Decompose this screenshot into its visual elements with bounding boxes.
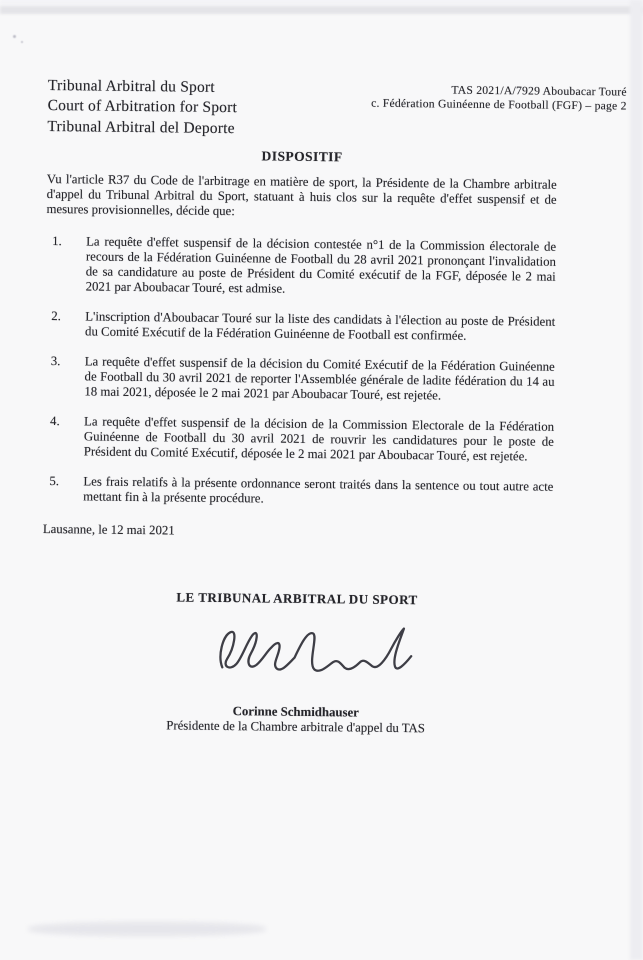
signatory-title: Présidente de la Chambre arbitrale d'appel du TAS: [166, 718, 426, 736]
case-reference-line1: TAS 2021/A/7929 Aboubacar Touré: [451, 83, 627, 99]
document-content: [41, 76, 627, 738]
scan-speck: [13, 35, 16, 38]
decision-text: La requête d'effet suspensif de la décision du Comité Exécutif de la Fédération Guinéenne de Football du 30 avril 2021 de reporter l'Assemblée générale de ladite fédération du 14 au 18 mai 2021, déposée le 2 mai 2021 par Aboubacar Touré, est rejetée.: [84, 354, 555, 403]
scan-edge-band-light: [0, 0, 643, 5]
decision-item: [44, 414, 554, 465]
case-reference-line2: c. Fédération Guinéenne de Football (FGF) – page 2: [371, 96, 627, 113]
decision-number: 5.: [49, 474, 60, 489]
case-reference: [371, 83, 627, 114]
intro-paragraph: Vu l'article R37 du Code de l'arbitrage en matière de sport, la Présidente de la Chambre arbitrale d'appel du Tribunal Arbitral du Sport, statuant à huis clos sur la requête d'effet suspensif et de mesures provisionnelles, décide que:: [46, 171, 557, 219]
signature-institution: LE TRIBUNAL ARBITRAL DU SPORT: [176, 589, 418, 608]
handwritten-signature-image: [77, 616, 552, 695]
signatory-name: Corinne Schmidhauser: [232, 704, 359, 720]
scan-speck: [21, 41, 23, 43]
decision-number: 2.: [51, 309, 61, 324]
signature-block: [41, 588, 553, 738]
document-header: [47, 76, 627, 144]
decision-number: 3.: [50, 354, 61, 369]
decision-item: [46, 234, 557, 300]
bleed-through-artifact: [28, 922, 266, 936]
decision-item: [43, 474, 553, 510]
decision-text: Les frais relatifs à la présente ordonnance seront traités dans la sentence ou tout autre acte mettant fin à la présente procédure.: [83, 474, 554, 506]
place-and-date: Lausanne, le 12 mai 2021: [42, 521, 175, 538]
decision-item: [44, 354, 554, 405]
letterhead-line-es: Tribunal Arbitral del Deporte: [47, 117, 235, 137]
scan-edge-band-dark: [0, 6, 643, 14]
letterhead-line-en: Court of Arbitration for Sport: [47, 97, 238, 117]
decision-text: La requête d'effet suspensif de la décision contestée n°1 de la Commission électorale de recours de la Fédération Guinéenne de Football du 28 avril 2021 prononçant l'invalidation de sa candidature au poste de Président du Comité exécutif de la FGF, déposée le 2 mai 2021 par Aboubacar Touré, est admise.: [85, 234, 557, 296]
decision-number: 1.: [52, 234, 62, 249]
letterhead-line-fr: Tribunal Arbitral du Sport: [47, 76, 215, 96]
signature-icon: [208, 618, 421, 694]
decision-number: 4.: [50, 414, 60, 429]
decision-text: L'inscription d'Aboubacar Touré sur la liste des candidats à l'élection au poste de Président du Comité Exécutif de la Fédération Guinéenne de Football est confirmée.: [85, 309, 556, 343]
scan-edge-right: [630, 0, 643, 960]
decision-text: La requête d'effet suspensif de la décision de la Commission Electorale de la Fédération Guinéenne de Football du 30 avril 2021 de rouvrir les candidatures pour le poste de Président du Comité Exécutif, déposée le 2 mai 2021 par Aboubacar Touré, est rejetée.: [83, 414, 555, 464]
decision-item: [45, 309, 555, 345]
section-heading: DISPOSITIF: [261, 148, 343, 165]
